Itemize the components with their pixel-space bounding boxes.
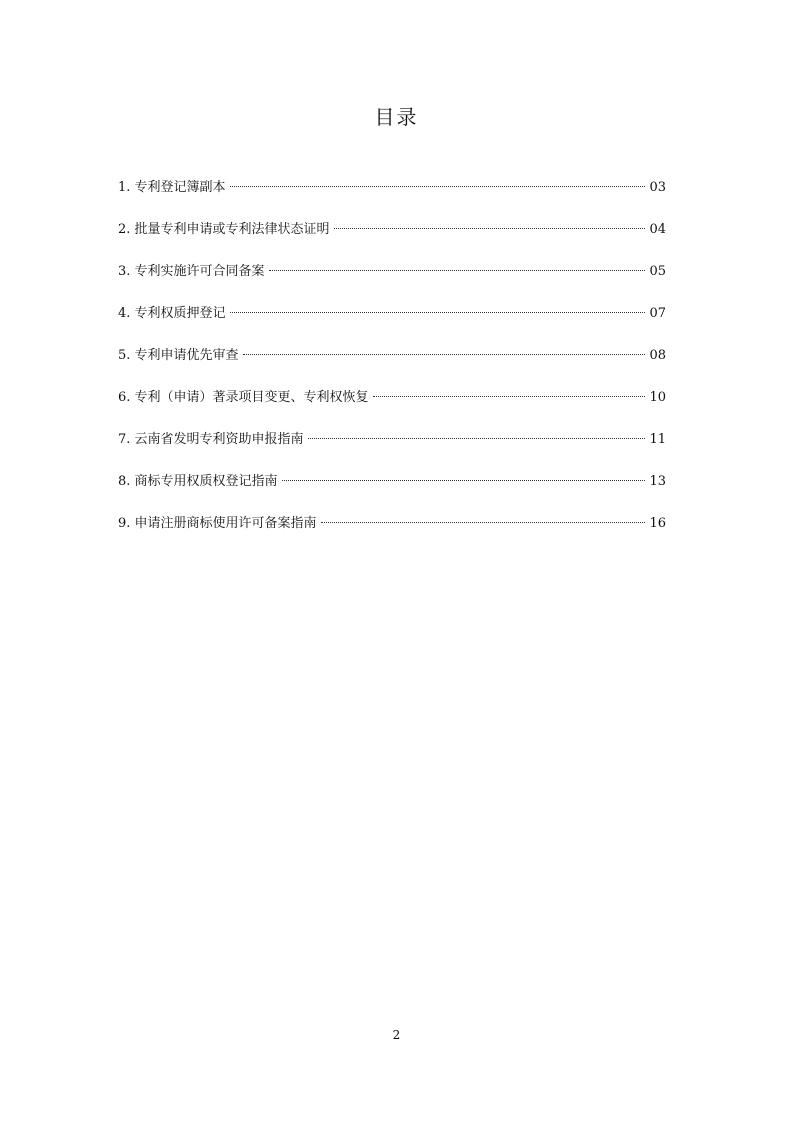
dot-leader (269, 270, 646, 271)
toc-entry-label: 2. 批量专利申请或专利法律状态证明 (118, 222, 330, 237)
toc-entry-4[interactable] (118, 304, 666, 346)
dot-leader (243, 354, 646, 355)
toc-entry-page: 07 (649, 306, 666, 321)
toc-entry-label: 9. 申请注册商标使用许可备案指南 (118, 516, 317, 531)
toc-entry-8[interactable] (118, 472, 666, 514)
toc-entry-9[interactable] (118, 514, 666, 556)
toc-entry-page: 05 (649, 264, 666, 279)
toc-entry-label: 5. 专利申请优先审查 (118, 348, 239, 363)
toc-entry-label: 6. 专利（申请）著录项目变更、专利权恢复 (118, 390, 369, 405)
dot-leader (308, 438, 646, 439)
toc-list (118, 178, 666, 556)
toc-entry-2[interactable] (118, 220, 666, 262)
toc-entry-page: 13 (649, 474, 666, 489)
toc-entry-page: 10 (649, 390, 666, 405)
toc-entry-page: 11 (649, 432, 666, 447)
dot-leader (282, 480, 646, 481)
toc-entry-label: 7. 云南省发明专利资助申报指南 (118, 432, 304, 447)
toc-entry-page: 08 (649, 348, 666, 363)
page-number: 2 (392, 1028, 401, 1042)
dot-leader (230, 186, 646, 187)
toc-entry-3[interactable] (118, 262, 666, 304)
toc-entry-7[interactable] (118, 430, 666, 472)
dot-leader (230, 312, 646, 313)
toc-entry-page: 16 (649, 516, 666, 531)
toc-entry-page: 04 (649, 222, 666, 237)
dot-leader (373, 396, 646, 397)
toc-entry-label: 3. 专利实施许可合同备案 (118, 264, 265, 279)
toc-entry-label: 4. 专利权质押登记 (118, 306, 226, 321)
dot-leader (334, 228, 646, 229)
toc-entry-label: 8. 商标专用权质权登记指南 (118, 474, 278, 489)
dot-leader (321, 522, 646, 523)
toc-entry-label: 1. 专利登记簿副本 (118, 180, 226, 195)
toc-entry-6[interactable] (118, 388, 666, 430)
toc-entry-5[interactable] (118, 346, 666, 388)
toc-title: 目录 (374, 105, 419, 129)
toc-entry-1[interactable] (118, 178, 666, 220)
toc-entry-page: 03 (649, 180, 666, 195)
